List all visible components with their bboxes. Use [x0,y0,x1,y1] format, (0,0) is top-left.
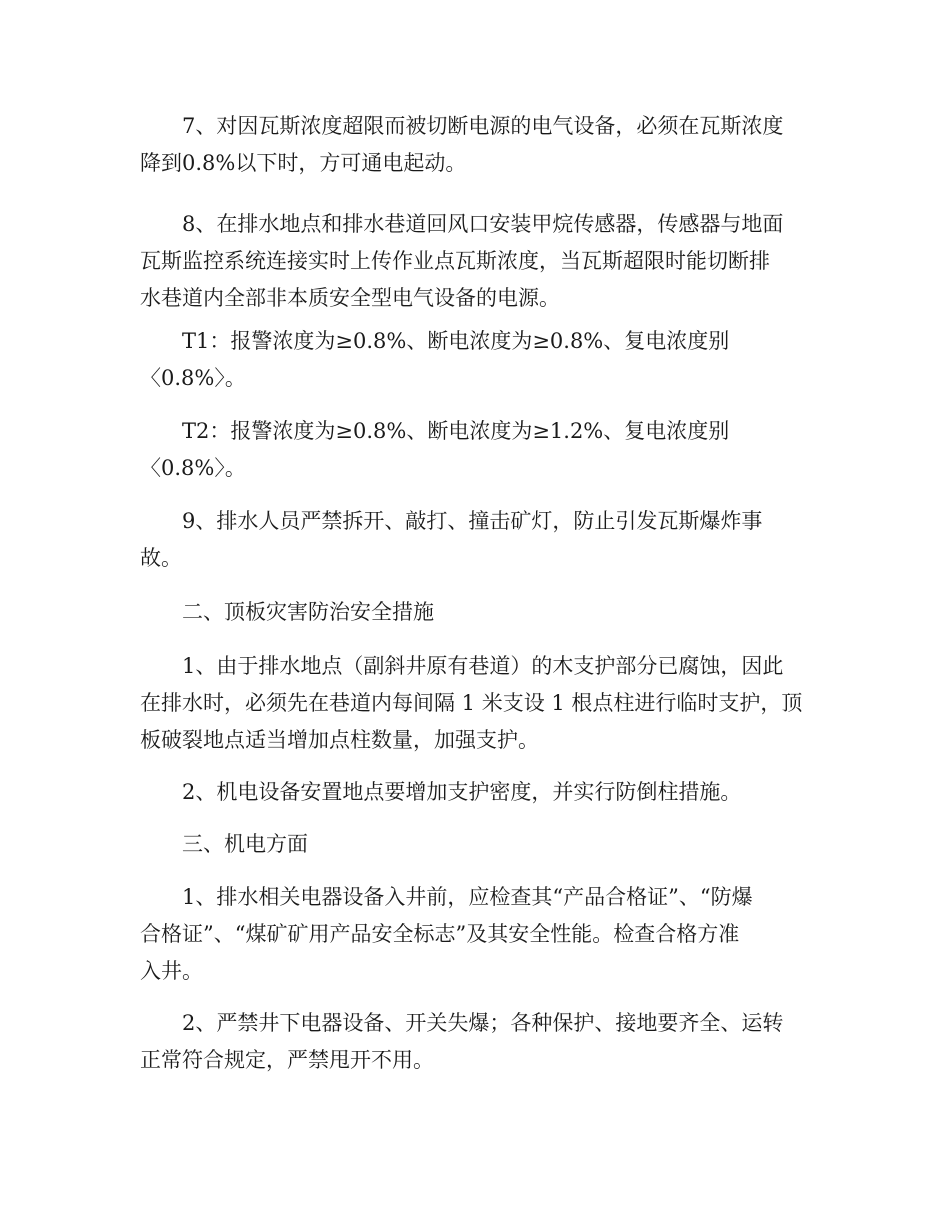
section-heading-electromechanical: 三、机电方面 [140,832,308,856]
paragraph-t2-thresholds: T2：报警浓度为≥0.8%、断电浓度为≥1.2%、复电浓度别 〈0.8%〉。 [140,419,730,480]
paragraph-electro-1-certificates: 1、排水相关电器设备入井前，应检查其“产品合格证”、“防爆 合格证”、“煤矿矿用产品安全标志”及其安全性能。检查合格方准 入井。 [140,885,753,983]
paragraph-roof-1-temporary-support: 1、由于排水地点（副斜井原有巷道）的木支护部分已腐蚀，因此 在排水时，必须先在巷道内每间隔 1 米支设 1 根点柱进行临时支护，顶 板破裂地点适当增加点柱数量，加强支护。 [140,654,803,752]
paragraph-9-miner-lamp: 9、排水人员严禁拆开、敲打、撞击矿灯，防止引发瓦斯爆炸事 故。 [140,509,763,570]
paragraph-t1-thresholds: T1：报警浓度为≥0.8%、断电浓度为≥0.8%、复电浓度别 〈0.8%〉。 [140,329,730,390]
paragraph-roof-2-support-density: 2、机电设备安置地点要增加支护密度，并实行防倒柱措施。 [140,780,742,804]
section-heading-roof-safety: 二、顶板灾害防治安全措施 [140,600,434,624]
paragraph-8-methane-sensor: 8、在排水地点和排水巷道回风口安装甲烷传感器，传感器与地面 瓦斯监控系统连接实时上传作业点瓦斯浓度，当瓦斯超限时能切断排 水巷道内全部非本质安全型电气设备的电源。 [140,212,784,310]
paragraph-electro-2-explosion-proof: 2、严禁井下电器设备、开关失爆；各种保护、接地要齐全、运转 正常符合规定，严禁甩开不用。 [140,1011,784,1072]
paragraph-7-gas-power-restore: 7、对因瓦斯浓度超限而被切断电源的电气设备，必须在瓦斯浓度 降到0.8%以下时，方可通电起动。 [140,114,784,175]
